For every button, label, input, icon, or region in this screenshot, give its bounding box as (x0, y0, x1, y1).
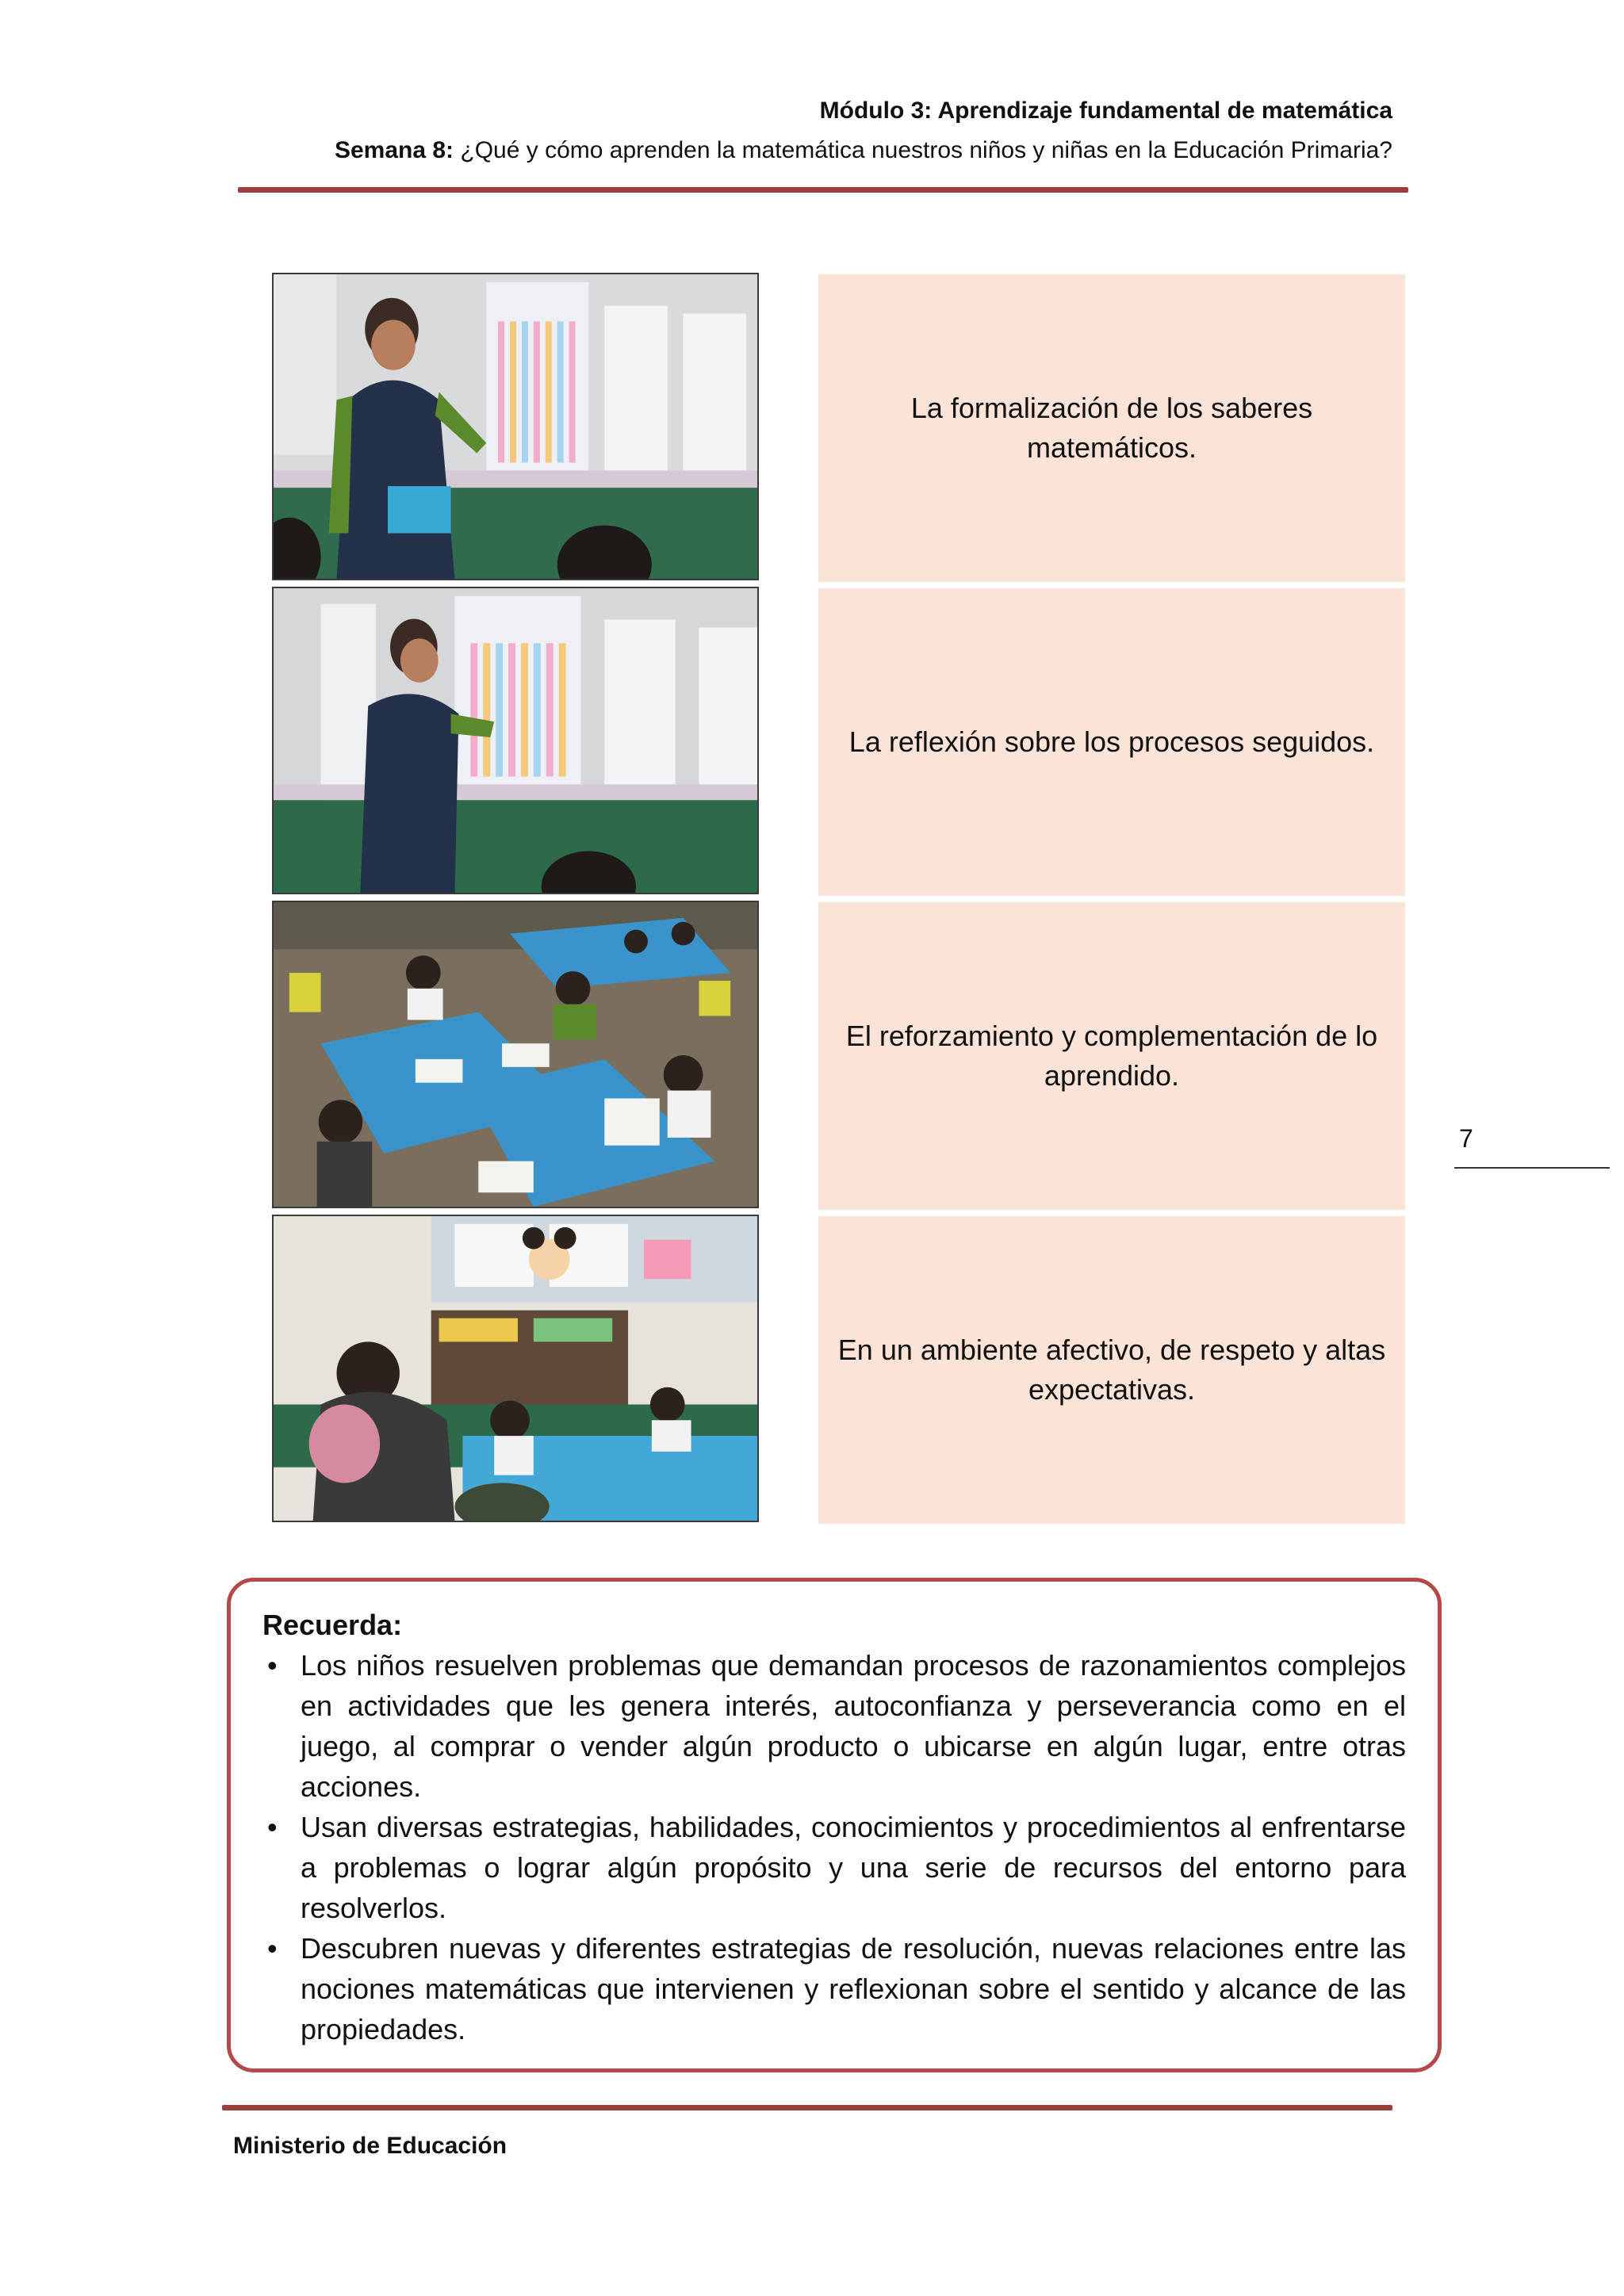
photo-children-at-tables (272, 901, 759, 1208)
row-text: La formalización de los saberes matemáticos. (910, 392, 1313, 464)
page-number: 7 (1459, 1124, 1473, 1153)
row-text: La reflexión sobre los procesos seguidos. (848, 725, 1375, 758)
list-item (262, 1807, 1406, 1928)
list-item-text: Los niños resuelven problemas que demandan procesos de razonamientos complejos en actividades que les genera interés, autoconfianza y perseverancia como en el juego, al comprar o vender algún producto o ubicarse en algún lugar, entre otras acciones. (301, 1649, 1406, 1803)
list-item (262, 1645, 1406, 1807)
week-title-line (335, 135, 1392, 166)
list-item-text: Usan diversas estrategias, habilidades, conocimientos y procedimientos al enfrentarse a problemas o lograr algún propósito y una serie de recursos del entorno para resolverlos. (301, 1811, 1406, 1924)
row-text-box (818, 588, 1405, 896)
header-divider (238, 187, 1408, 193)
page-number-rule (1454, 1167, 1610, 1169)
photo-teacher-explaining (272, 587, 759, 894)
bullet-icon: • (267, 1811, 278, 1843)
week-label: Semana 8: (334, 137, 454, 163)
recuerda-box (227, 1578, 1442, 2072)
page-header (335, 95, 1392, 166)
week-title: ¿Qué y cómo aprenden la matemática nuestros niños y niñas en la Educación Primaria? (460, 137, 1392, 163)
row-text-box (818, 1216, 1405, 1524)
recuerda-title: Recuerda: (262, 1609, 403, 1641)
bullet-icon: • (267, 1649, 278, 1682)
row-text: El reforzamiento y complementación de lo aprendido. (845, 1020, 1378, 1092)
list-item-text: Descubren nuevas y diferentes estrategias de resolución, nuevas relaciones entre las nociones matemáticas que intervienen y reflexionan sobre el sentido y alcance de las propiedades. (301, 1932, 1406, 2045)
row-text-box (818, 274, 1405, 582)
bullet-icon: • (267, 1932, 278, 1965)
footer-text: Ministerio de Educación (233, 2133, 508, 2159)
row-text-box (818, 902, 1405, 1210)
module-title: Módulo 3: Aprendizaje fundamental de matemática (819, 98, 1392, 124)
recuerda-list (262, 1645, 1406, 2049)
photo-teacher-pointing (272, 273, 759, 580)
list-item (262, 1928, 1406, 2049)
row-text: En un ambiente afectivo, de respeto y altas expectativas. (837, 1334, 1386, 1406)
photo-teacher-hugging-child (272, 1215, 759, 1522)
footer-divider (222, 2105, 1392, 2110)
